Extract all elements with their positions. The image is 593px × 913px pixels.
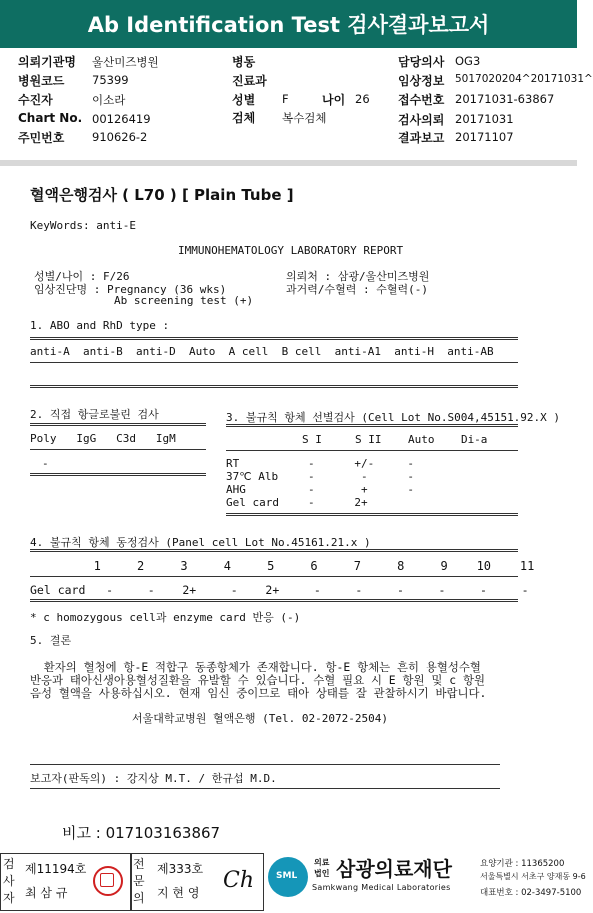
report-header — [0, 0, 577, 48]
sml-logo-text: SML — [276, 871, 298, 881]
inspector-label: 검사자 — [3, 857, 15, 905]
screening-row-name: AHG — [226, 483, 246, 496]
panel-row: Gel card - - 2+ - 2+ - - - - - - — [30, 583, 529, 597]
verifier-label: 전문의 — [133, 857, 145, 905]
value-doctor: OG3 — [455, 54, 481, 68]
conclusion-title: 5. 결론 — [30, 634, 72, 647]
panel-rule-2 — [30, 576, 518, 577]
value-age: 26 — [355, 92, 370, 106]
contact-phone: 대표번호 : 02-3497-5100 — [480, 888, 582, 898]
footer — [0, 853, 586, 913]
abo-rule-2 — [30, 362, 518, 363]
report-title: Ab Identification Test 검사결과보고서 — [87, 13, 490, 37]
value-chart-no: 00126419 — [92, 112, 151, 126]
corp-label: 의료 법인 — [314, 858, 330, 878]
panel-title: 4. 불규칙 항체 동정검사 (Panel cell Lot No.45161.21.x ) — [30, 536, 371, 549]
screening-line: Ab screening test (+) — [114, 294, 254, 307]
label-age: 나이 — [322, 93, 346, 107]
inspector-box — [0, 853, 132, 911]
value-specimen: 복수검체 — [282, 111, 327, 125]
reporter: 보고자(판독의) : 강지상 M.T. / 한규섭 M.D. — [30, 772, 277, 785]
verifier-signature: Ch — [223, 868, 255, 893]
abo-title: 1. ABO and RhD type : — [30, 319, 170, 332]
label-hospital-code: 병원코드 — [18, 74, 65, 88]
conclusion-line-2: 반응과 태아신생아용혈성질환을 유발할 수 있습니다. 수혈 필요 시 E 항원 및 c 항원 — [30, 673, 485, 687]
label-patient: 수진자 — [18, 93, 53, 107]
screening-row-values: - + - — [308, 483, 414, 496]
screening-rule-3 — [226, 513, 518, 516]
sex-age-line: 성별/나이 : F/26 — [34, 270, 130, 283]
label-chart-no: Chart No. — [18, 111, 83, 125]
label-institution: 의뢰기관명 — [18, 55, 76, 69]
label-receipt-no: 접수번호 — [398, 93, 445, 107]
label-report-date: 결과보고 — [398, 131, 445, 145]
label-request-date: 검사의뢰 — [398, 113, 445, 127]
verifier-no: 제333호 — [157, 862, 204, 876]
screening-rule — [226, 424, 518, 427]
dat-value: - — [42, 457, 49, 470]
dat-title: 2. 직접 항글로불린 검사 — [30, 408, 159, 421]
inspector-no: 제11194호 — [25, 862, 87, 876]
dat-rule — [30, 423, 206, 426]
dat-rule-3 — [30, 473, 206, 476]
value-request-date: 20171031 — [455, 112, 514, 126]
dat-header: Poly IgG C3d IgM — [30, 432, 176, 445]
remarks: 비고 : 017103163867 — [62, 824, 221, 842]
value-report-date: 20171107 — [455, 130, 514, 144]
org-name: 삼광의료재단 — [336, 857, 452, 881]
label-sex: 성별 — [232, 93, 256, 107]
panel-note: * c homozygous cell과 enzyme card 반응 (-) — [30, 611, 301, 624]
screening-rule-2 — [226, 450, 518, 451]
section-divider — [0, 160, 577, 166]
panel-rule-3 — [30, 599, 518, 602]
requester-line: 의뢰처 : 삼광/울산미즈병원 — [286, 270, 430, 283]
value-id-no: 910626-2 — [92, 130, 148, 144]
abo-header: anti-A anti-B anti-D Auto A cell B cell anti-A1 anti-H anti-AB — [30, 345, 494, 358]
inspector-seal — [93, 866, 123, 896]
abo-rule-3 — [30, 385, 518, 388]
screening-row-name: Gel card — [226, 496, 279, 509]
panel-rule — [30, 549, 518, 552]
screening-row-values: - +/- - — [308, 457, 414, 470]
org-english-name: Samkwang Medical Laboratories — [312, 883, 451, 892]
conclusion-line-3: 음성 혈액을 사용하십시오. 현재 임신 중이므로 태아 상태를 잘 관찰하시기 바랍니다. — [30, 686, 487, 700]
lab-report-title: IMMUNOHEMATOLOGY LABORATORY REPORT — [178, 244, 404, 257]
value-receipt-no: 20171031-63867 — [455, 92, 555, 106]
inspector-name: 최 삼 규 — [25, 886, 68, 900]
label-department: 진료과 — [232, 74, 267, 88]
value-sex: F — [282, 92, 289, 106]
history-line: 과거력/수혈력 : 수혈력(-) — [286, 283, 428, 296]
value-institution: 울산미즈병원 — [92, 55, 159, 69]
keywords: KeyWords: anti-E — [30, 219, 136, 232]
dat-rule-2 — [30, 449, 206, 450]
screening-row-name: RT — [226, 457, 240, 470]
verifier-box — [130, 853, 264, 911]
contact-address: 서울특별시 서초구 양재동 9-6 — [480, 872, 586, 881]
report-section-title: 혈액은행검사 ( L70 ) [ Plain Tube ] — [30, 186, 294, 204]
abo-rule — [30, 337, 518, 340]
label-specimen: 검체 — [232, 111, 256, 125]
screening-row-name: 37℃ Alb — [226, 470, 279, 483]
value-patient: 이소라 — [92, 93, 126, 107]
value-clinical-info: 5017020204^20171031^ — [455, 73, 593, 85]
contact-code: 요양기관 : 11365200 — [480, 859, 565, 869]
label-clinical-info: 임상정보 — [398, 74, 445, 88]
screening-row-values: - 2+ — [308, 496, 368, 509]
screening-header: S I S II Auto Di-a — [302, 433, 488, 446]
label-doctor: 담당의사 — [398, 55, 445, 69]
screening-row-values: - - - — [308, 470, 414, 483]
conclusion-signature: 서울대학교병원 혈액은행 (Tel. 02-2072-2504) — [132, 712, 388, 725]
panel-header: 1 2 3 4 5 6 7 8 9 10 11 — [72, 559, 535, 573]
diagnosis-line: 임상진단명 : Pregnancy (36 wks) — [34, 283, 227, 296]
label-ward: 병동 — [232, 55, 256, 69]
reporter-rule — [30, 764, 500, 765]
reporter-rule-2 — [30, 788, 500, 789]
sml-logo-icon — [268, 857, 308, 897]
verifier-name: 지 현 영 — [157, 886, 200, 900]
label-id-no: 주민번호 — [18, 131, 65, 145]
screening-title: 3. 불규칙 항체 선별검사 (Cell Lot No.S004,45151.92.X ) — [226, 411, 561, 424]
conclusion-line-1: 환자의 혈청에 항-E 적합구 동종항체가 존재합니다. 항-E 항체는 흔히 용혈성수혈 — [30, 660, 481, 674]
value-hospital-code: 75399 — [92, 73, 129, 87]
